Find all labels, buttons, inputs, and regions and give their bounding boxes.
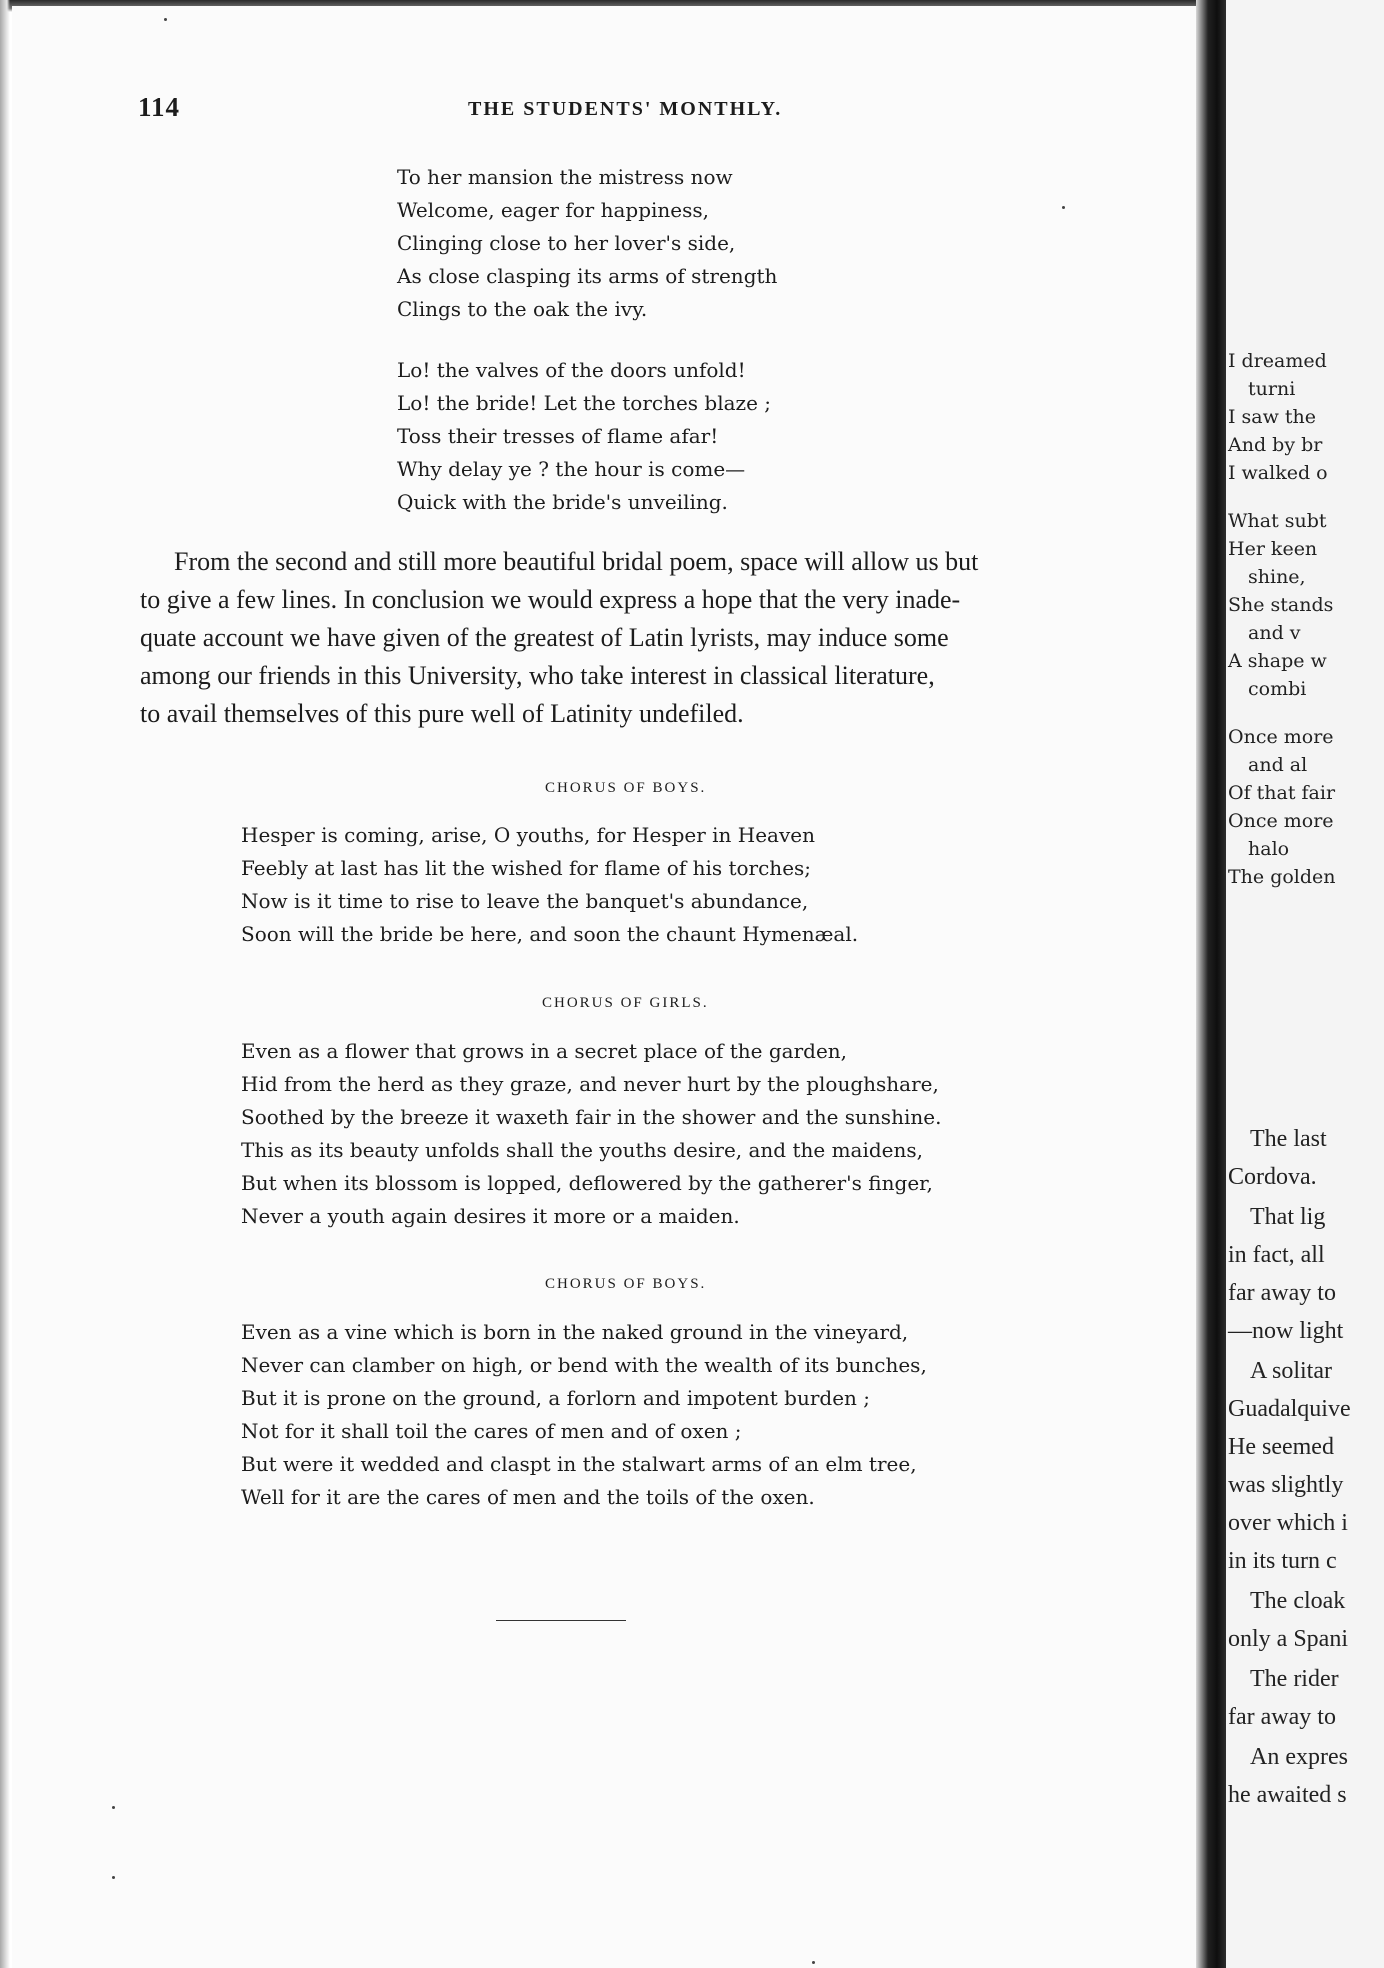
poem-line: Toss their tresses of flame afar! — [397, 424, 719, 448]
page-header — [138, 92, 1138, 132]
poem-line: Lo! the bride! Let the torches blaze ; — [397, 391, 772, 415]
facing-fragment: he awaited s — [1228, 1782, 1347, 1808]
facing-fragment: and v — [1248, 622, 1301, 644]
running-title: THE STUDENTS' MONTHLY. — [468, 98, 783, 120]
facing-fragment: in its turn c — [1228, 1548, 1337, 1574]
facing-fragment: I saw the — [1228, 406, 1317, 428]
verse-line: Soon will the bride be here, and soon the chaunt Hymenæal. — [241, 922, 859, 946]
prose-line: From the second and still more beautiful bridal poem, space will allow us but — [174, 547, 979, 576]
scan-speck — [112, 1876, 115, 1879]
verse-line: Now is it time to rise to leave the banquet's abundance, — [241, 889, 809, 913]
verse-line: This as its beauty unfolds shall the youths desire, and the maidens, — [241, 1138, 924, 1162]
facing-fragment: far away to — [1228, 1280, 1336, 1306]
prose-line: quate account we have given of the greatest of Latin lyrists, may induce some — [140, 623, 949, 652]
facing-fragment: I dreamed — [1228, 350, 1327, 372]
facing-fragment: Of that fair — [1228, 782, 1336, 804]
facing-fragment: And by br — [1228, 434, 1323, 456]
section-divider — [496, 1620, 626, 1621]
section-heading: CHORUS OF BOYS. — [545, 780, 707, 796]
facing-fragment: I walked o — [1228, 462, 1328, 484]
facing-fragment: The last — [1250, 1126, 1327, 1152]
facing-fragment: combi — [1248, 678, 1307, 700]
facing-fragment: A solitar — [1250, 1358, 1332, 1384]
facing-fragment: in fact, all — [1228, 1242, 1325, 1268]
facing-fragment: shine, — [1248, 566, 1306, 588]
verse-line: Never can clamber on high, or bend with the wealth of its bunches, — [241, 1353, 927, 1377]
facing-fragment: She stands — [1228, 594, 1334, 616]
prose-line: to give a few lines. In conclusion we would express a hope that the very inade- — [140, 585, 961, 614]
verse-line: But it is prone on the ground, a forlorn and impotent burden ; — [241, 1386, 871, 1410]
facing-fragment: He seemed — [1228, 1434, 1334, 1460]
facing-fragment: The golden — [1228, 866, 1336, 888]
facing-fragment: Guadalquive — [1228, 1396, 1351, 1422]
facing-fragment: turni — [1248, 378, 1296, 400]
facing-fragment: The rider — [1250, 1666, 1339, 1692]
facing-fragment: far away to — [1228, 1704, 1336, 1730]
facing-fragment: What subt — [1228, 510, 1327, 532]
prose-line: to avail themselves of this pure well of Latinity undefiled. — [140, 699, 744, 728]
facing-fragment: Once more — [1228, 726, 1334, 748]
facing-fragment: Her keen — [1228, 538, 1318, 560]
poem-line: As close clasping its arms of strength — [397, 264, 778, 288]
scan-speck — [812, 1961, 815, 1964]
poem-line: To her mansion the mistress now — [397, 165, 733, 189]
prose-line: among our friends in this University, who take interest in classical literature, — [140, 661, 935, 690]
facing-fragment: —now light — [1228, 1318, 1344, 1344]
facing-fragment: An expres — [1250, 1744, 1348, 1770]
verse-line: Never a youth again desires it more or a maiden. — [241, 1204, 740, 1228]
verse-line: Well for it are the cares of men and the toils of the oxen. — [241, 1485, 815, 1509]
verse-line: Even as a flower that grows in a secret place of the garden, — [241, 1039, 848, 1063]
facing-fragment: Cordova. — [1228, 1164, 1317, 1190]
section-heading: CHORUS OF GIRLS. — [542, 995, 709, 1011]
facing-fragment: A shape w — [1228, 650, 1327, 672]
facing-fragment: That lig — [1250, 1204, 1326, 1230]
verse-line: Feebly at last has lit the wished for flame of his torches; — [241, 856, 812, 880]
poem-line: Welcome, eager for happiness, — [397, 198, 710, 222]
facing-fragment: Once more — [1228, 810, 1334, 832]
facing-fragment: halo — [1248, 838, 1290, 860]
facing-fragment: over which i — [1228, 1510, 1348, 1536]
verse-line: Soothed by the breeze it waxeth fair in the shower and the sunshine. — [241, 1105, 942, 1129]
poem-line: Clings to the oak the ivy. — [397, 297, 648, 321]
poem-line: Quick with the bride's unveiling. — [397, 490, 728, 514]
facing-fragment: The cloak — [1250, 1588, 1346, 1614]
facing-fragment: was slightly — [1228, 1472, 1344, 1498]
facing-fragment: only a Spani — [1228, 1626, 1348, 1652]
facing-page-edge — [1226, 0, 1384, 1968]
section-heading: CHORUS OF BOYS. — [545, 1276, 707, 1292]
poem-line: Clinging close to her lover's side, — [397, 231, 736, 255]
page-number: 114 — [138, 92, 181, 122]
verse-line: Even as a vine which is born in the naked ground in the vineyard, — [241, 1320, 909, 1344]
verse-line: Hid from the herd as they graze, and never hurt by the ploughshare, — [241, 1072, 939, 1096]
scan-left-edge — [0, 0, 10, 1968]
scan-speck — [1062, 206, 1065, 209]
book-gutter — [1196, 0, 1226, 1968]
facing-fragment: and al — [1248, 754, 1308, 776]
poem-line: Why delay ye ? the hour is come— — [397, 457, 746, 481]
scan-speck — [112, 1806, 115, 1809]
verse-line: But were it wedded and claspt in the stalwart arms of an elm tree, — [241, 1452, 917, 1476]
verse-line: Hesper is coming, arise, O youths, for Hesper in Heaven — [241, 823, 815, 847]
verse-line: But when its blossom is lopped, deflowered by the gatherer's finger, — [241, 1171, 933, 1195]
poem-line: Lo! the valves of the doors unfold! — [397, 358, 746, 382]
verse-line: Not for it shall toil the cares of men and of oxen ; — [241, 1419, 742, 1443]
scan-speck — [164, 18, 167, 21]
